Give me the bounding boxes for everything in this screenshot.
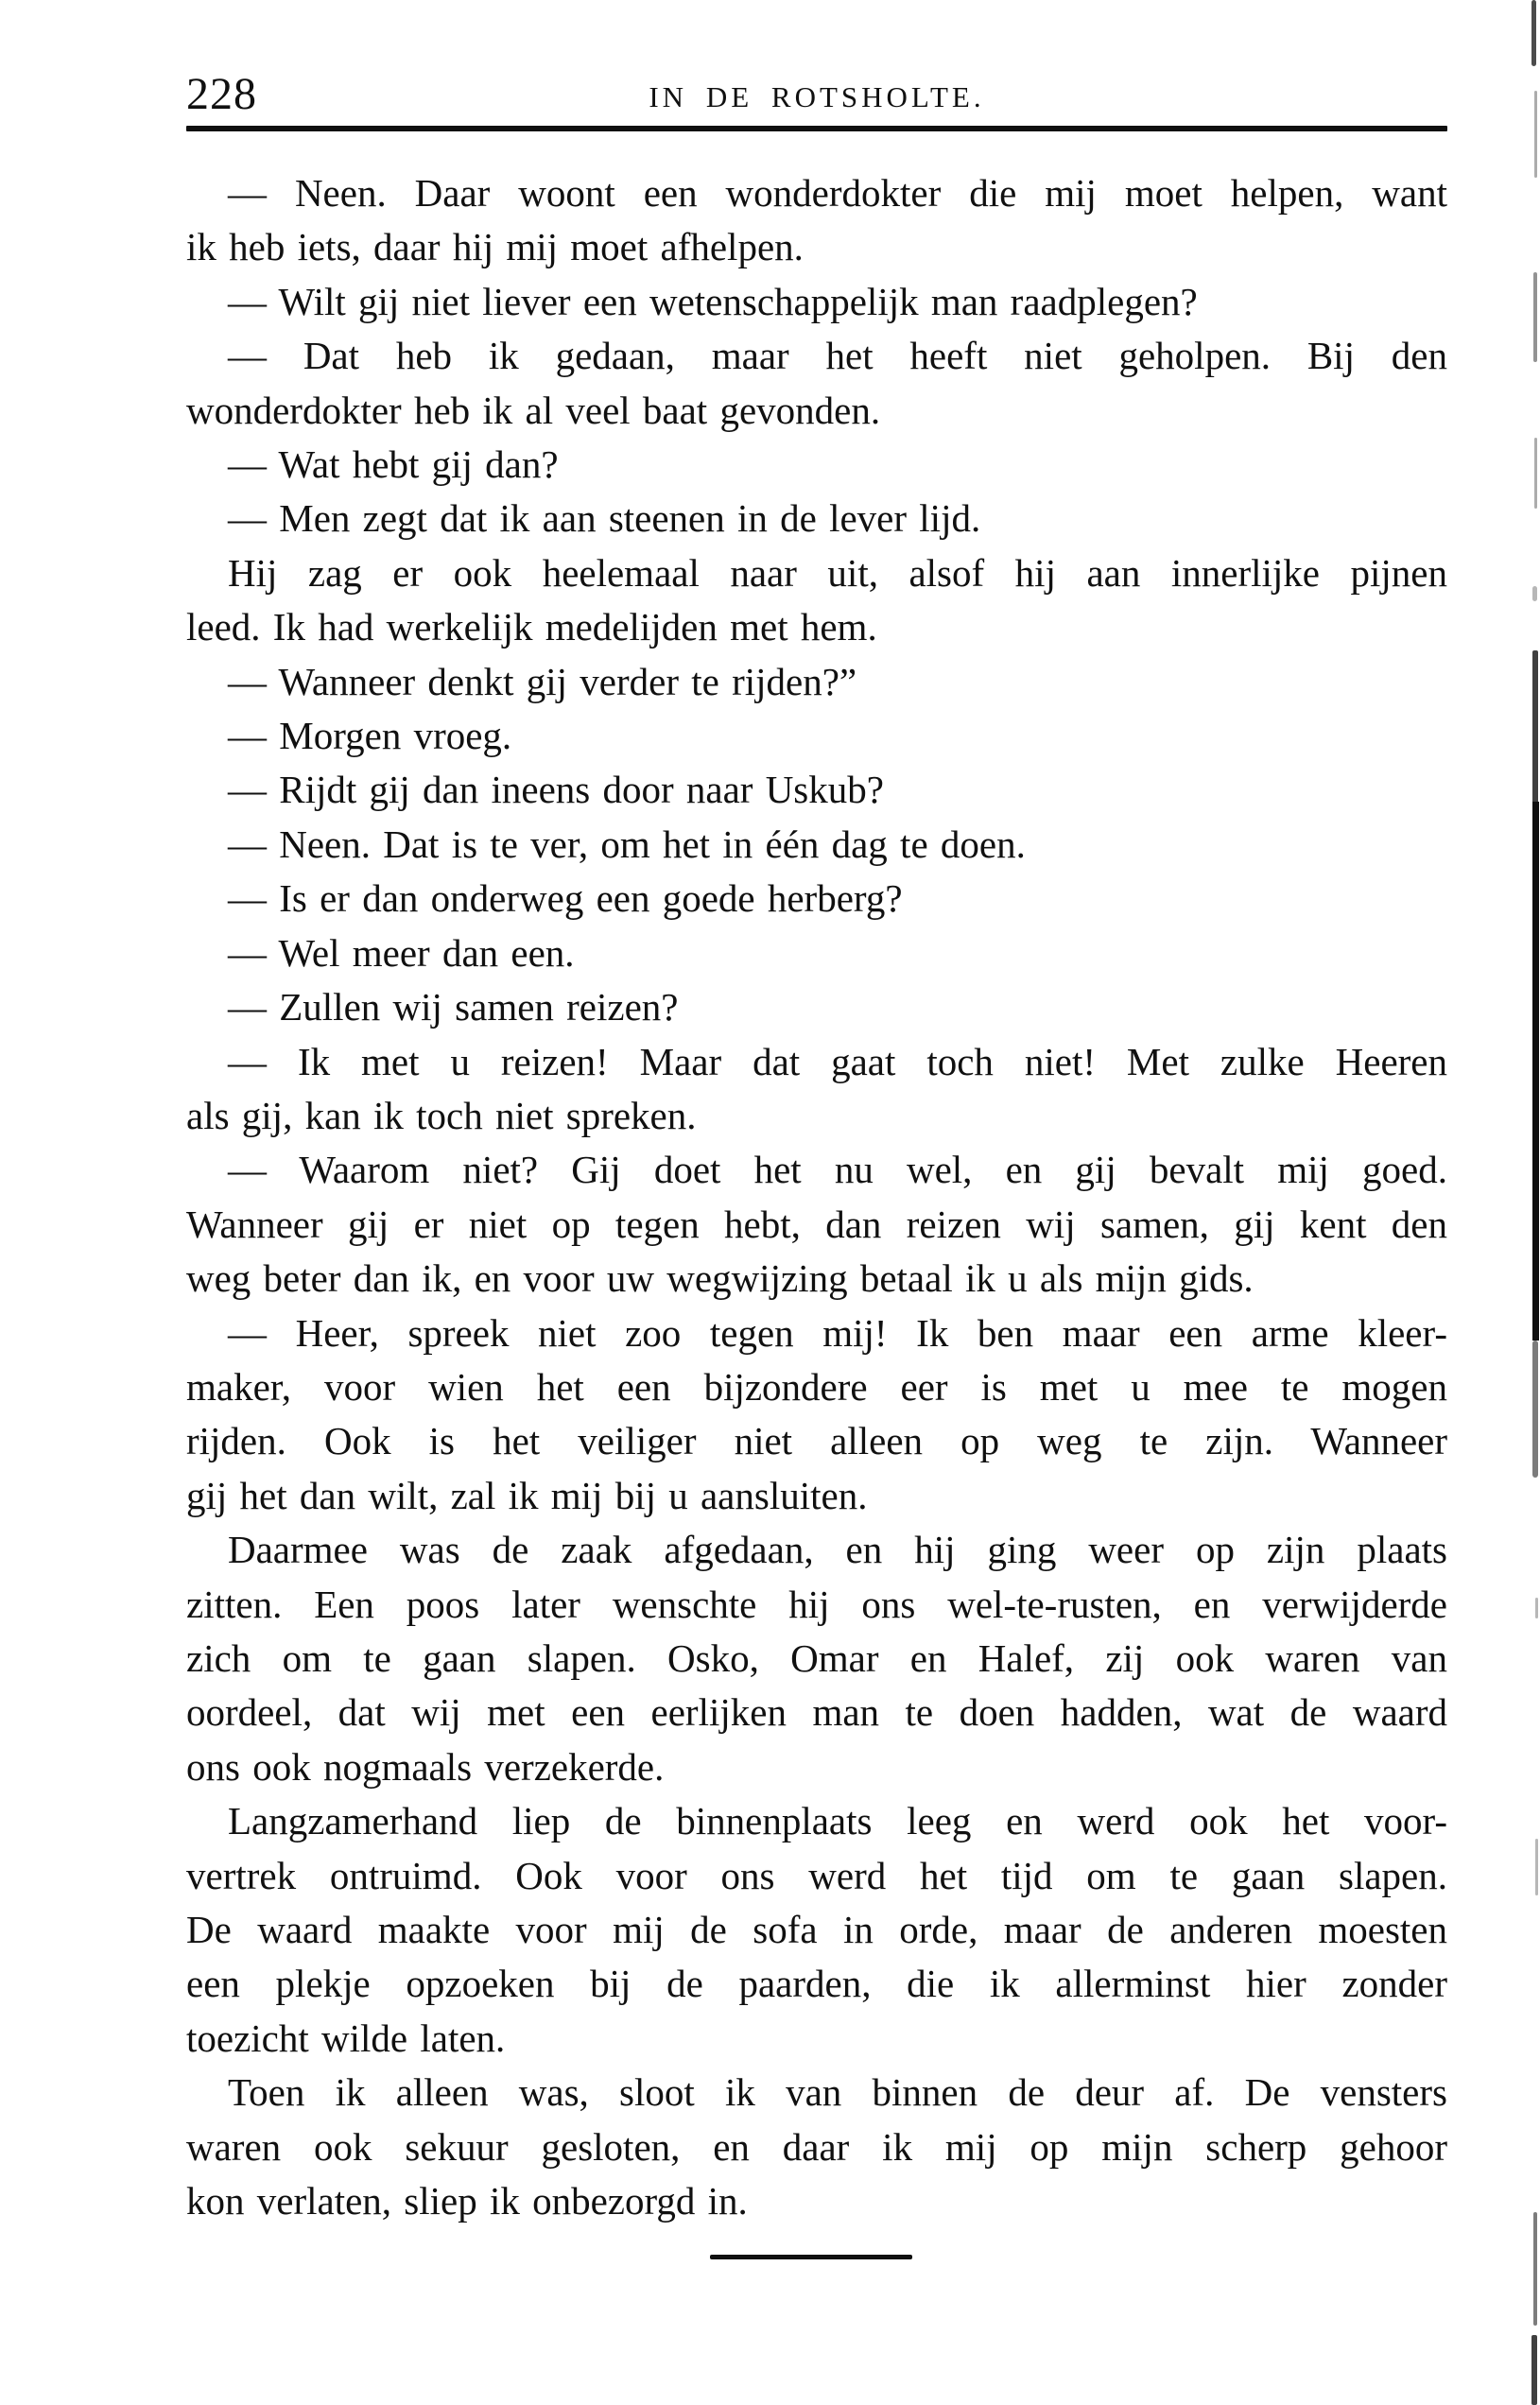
paragraph <box>186 546 1447 655</box>
paragraph <box>186 166 1447 275</box>
text-line: leed. Ik had werkelijk medelijden met hem. <box>186 605 877 649</box>
text-line: — Men zegt dat ik aan steenen in de lever lijd. <box>228 496 981 541</box>
text-line: De waard maakte voor mij de sofa in orde, maar de anderen moesten <box>186 1908 1447 1951</box>
text-line: — Ik met u reizen! Maar dat gaat toch niet! Met zulke Heeren <box>228 1039 1447 1083</box>
paragraph <box>186 1306 1447 1524</box>
text-line: — Neen. Dat is te ver, om het in één dag te doen. <box>228 822 1026 866</box>
text-line: toezicht wilde laten. <box>186 2016 506 2060</box>
text-line: — Neen. Daar woont een wonderdokter die mij moet helpen, want <box>228 171 1447 215</box>
paragraph <box>186 1523 1447 1794</box>
text-line: weg beter dan ik, en voor uw wegwijzing betaal ik u als mijn gids. <box>186 1256 1254 1301</box>
text-line: — Rijdt gij dan ineens door naar Uskub? <box>228 768 884 812</box>
scan-artifact <box>1532 650 1538 806</box>
text-line: als gij, kan ik toch niet spreken. <box>186 1093 697 1137</box>
text-line: een plekje opzoeken bij de paarden, die ik allerminst hier zonder <box>186 1962 1447 2006</box>
section-end-divider <box>710 2255 912 2259</box>
text-line: ons ook nogmaals verzekerde. <box>186 1744 665 1789</box>
text-line: kon verlaten, sliep ik onbezorgd in. <box>186 2179 748 2223</box>
text-line: — Morgen vroeg. <box>228 714 512 758</box>
paragraph <box>186 492 1447 545</box>
paragraph <box>186 926 1447 980</box>
text-line: Wanneer gij er niet op tegen hebt, dan reizen wij samen, gij kent den <box>186 1202 1447 1246</box>
text-line: Toen ik alleen was, sloot ik van binnen de deur af. De vensters <box>228 2070 1447 2115</box>
text-line: — Waarom niet? Gij doet het nu wel, en gij bevalt mij goed. <box>228 1148 1447 1192</box>
header-rule <box>186 126 1447 131</box>
text-line: maker, voor wien het een bijzondere eer is met u mee te mogen <box>186 1364 1447 1409</box>
scan-artifact <box>1534 438 1537 509</box>
text-line: zich om te gaan slapen. Osko, Omar en Halef, zij ook waren van <box>186 1635 1447 1680</box>
text-line: ik heb iets, daar hij mij moet afhelpen. <box>186 225 804 269</box>
text-line: — Heer, spreek niet zoo tegen mij! Ik ben maar een arme kleer- <box>228 1310 1447 1355</box>
scan-artifact <box>1531 0 1536 66</box>
paragraph <box>186 818 1447 872</box>
scan-artifact <box>1533 2212 1537 2326</box>
scan-artifact <box>1532 586 1537 601</box>
text-line: waren ook sekuur gesloten, en daar ik mij op mijn scherp gehoor <box>186 2124 1447 2169</box>
paragraph <box>186 763 1447 817</box>
text-line: zitten. Een poos later wenschte hij ons wel-te-rusten, en verwijderde <box>186 1582 1447 1626</box>
text-line: — Wanneer denkt gij verder te rijden?” <box>228 659 857 703</box>
text-line: — Wel meer dan een. <box>228 930 575 975</box>
text-line: — Wilt gij niet liever een wetenschappelijk man raadplegen? <box>228 279 1198 323</box>
paragraph <box>186 438 1447 492</box>
scan-artifact <box>1533 272 1537 362</box>
text-line: oordeel, dat wij met een eerlijken man te doen hadden, wat de waard <box>186 1690 1447 1735</box>
scan-artifact <box>1531 2335 1537 2405</box>
paragraph <box>186 1794 1447 2066</box>
text-line: — Dat heb ik gedaan, maar het heeft niet geholpen. Bij den <box>228 334 1447 378</box>
text-line: gij het dan wilt, zal ik mij bij u aansluiten. <box>186 1473 868 1517</box>
text-line: Hij zag er ook heelemaal naar uit, alsof hij aan innerlijke pijnen <box>228 550 1447 595</box>
paragraph <box>186 655 1447 709</box>
paragraph <box>186 275 1447 329</box>
page-number: 228 <box>186 69 257 119</box>
paragraph <box>186 1143 1447 1306</box>
text-line: wonderdokter heb ik al veel baat gevonden. <box>186 388 881 432</box>
paragraph <box>186 872 1447 926</box>
text-line: Daarmee was de zaak afgedaan, en hij ging weer op zijn plaats <box>228 1528 1447 1572</box>
scan-artifact <box>1532 802 1539 1341</box>
text-line: — Zullen wij samen reizen? <box>228 985 679 1029</box>
text-body <box>186 166 1447 2228</box>
scan-artifact <box>1532 1341 1538 1478</box>
text-line: rijden. Ook is het veiliger niet alleen op weg te zijn. Wanneer <box>186 1419 1447 1463</box>
scan-artifact <box>1535 1598 1538 1618</box>
text-line: Langzamerhand liep de binnenplaats leeg en werd ook het voor- <box>228 1799 1447 1843</box>
running-title: IN DE ROTSHOLTE. <box>649 80 985 113</box>
text-line: — Wat hebt gij dan? <box>228 442 559 487</box>
text-line: vertrek ontruimd. Ook voor ons werd het tijd om te gaan slapen. <box>186 1853 1447 1897</box>
paragraph <box>186 980 1447 1034</box>
paragraph <box>186 329 1447 438</box>
paragraph <box>186 2066 1447 2228</box>
paragraph <box>186 709 1447 763</box>
text-line: — Is er dan onderweg een goede herberg? <box>228 876 903 921</box>
page-header <box>186 68 1447 117</box>
scan-artifact <box>1535 1839 1538 1895</box>
paragraph <box>186 1035 1447 1144</box>
scan-artifact <box>1534 91 1537 178</box>
